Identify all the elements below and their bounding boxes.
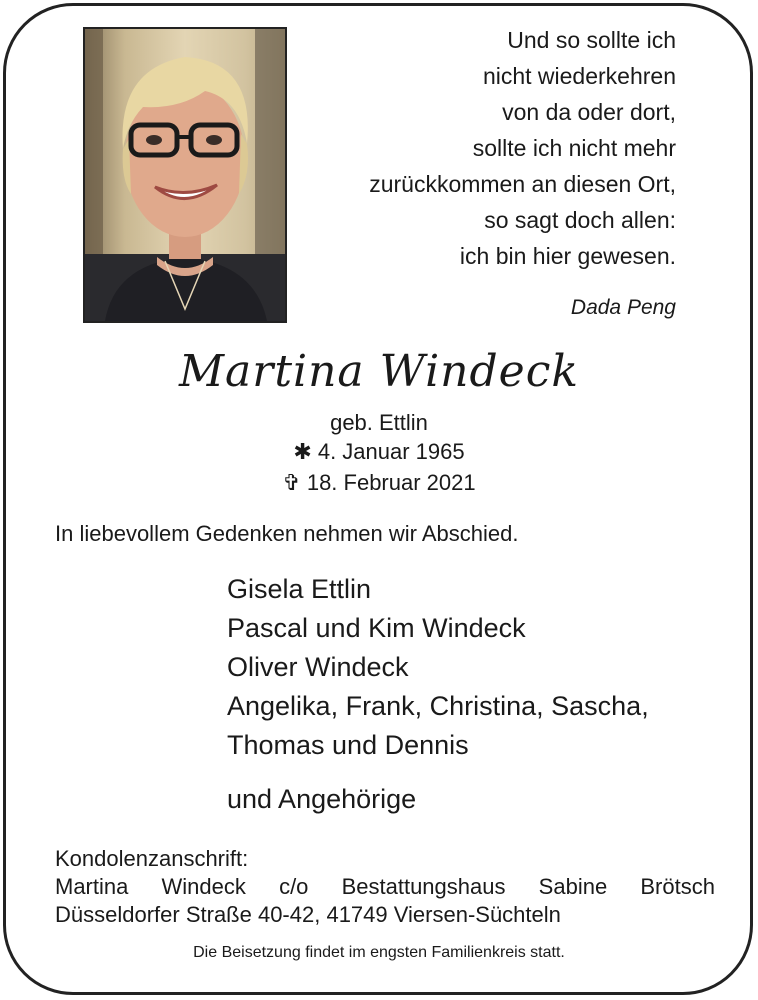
poem-line: nicht wiederkehren xyxy=(482,63,676,89)
address-recipient xyxy=(55,873,715,901)
death-date-text: 18. Februar 2021 xyxy=(306,470,476,495)
mourner-line: Angelika, Frank, Christina, Sascha, xyxy=(227,691,649,721)
cross-icon: ✞ xyxy=(282,470,301,495)
poem-line: Und so sollte ich xyxy=(507,27,676,53)
mourner-line: Pascal und Kim Windeck xyxy=(227,613,526,643)
mourner-line: Thomas und Dennis xyxy=(227,730,469,760)
farewell-text: In liebevollem Gedenken nehmen wir Abschied. xyxy=(55,521,519,546)
address-street: Düsseldorfer Straße 40-42, 41749 Viersen-Süchteln xyxy=(55,902,561,927)
address-word: Bestattungshaus xyxy=(341,874,506,899)
funeral-note: Die Beisetzung findet im engsten Familienkreis statt. xyxy=(193,944,565,961)
birth-date xyxy=(0,439,758,465)
deceased-name: Martina Windeck xyxy=(179,346,579,397)
poem-line: sollte ich nicht mehr xyxy=(472,135,676,161)
poem-line: zurückkommen an diesen Ort, xyxy=(369,171,676,197)
mourner-line: Gisela Ettlin xyxy=(227,574,372,604)
poem-line: ich bin hier gewesen. xyxy=(459,243,676,269)
relatives-text: und Angehörige xyxy=(227,784,417,814)
birth-star-icon: ✱ xyxy=(293,439,312,464)
address-word: Brötsch xyxy=(640,874,715,899)
birth-date-text: 4. Januar 1965 xyxy=(317,439,465,464)
mourner-line: Oliver Windeck xyxy=(227,652,409,682)
poem-author: Dada Peng xyxy=(570,296,676,319)
poem-line: so sagt doch allen: xyxy=(484,207,676,233)
death-date xyxy=(0,470,758,496)
condolence-address xyxy=(55,845,715,929)
address-word: Martina xyxy=(55,874,129,899)
portrait-photo xyxy=(83,27,287,323)
address-word: Sabine xyxy=(538,874,608,899)
address-label: Kondolenzanschrift: xyxy=(55,846,249,871)
address-word: c/o xyxy=(279,874,309,899)
mourners-list xyxy=(227,570,649,765)
poem xyxy=(276,22,676,274)
maiden-name: geb. Ettlin xyxy=(330,410,428,435)
poem-line: von da oder dort, xyxy=(502,99,676,125)
address-word: Windeck xyxy=(161,874,246,899)
